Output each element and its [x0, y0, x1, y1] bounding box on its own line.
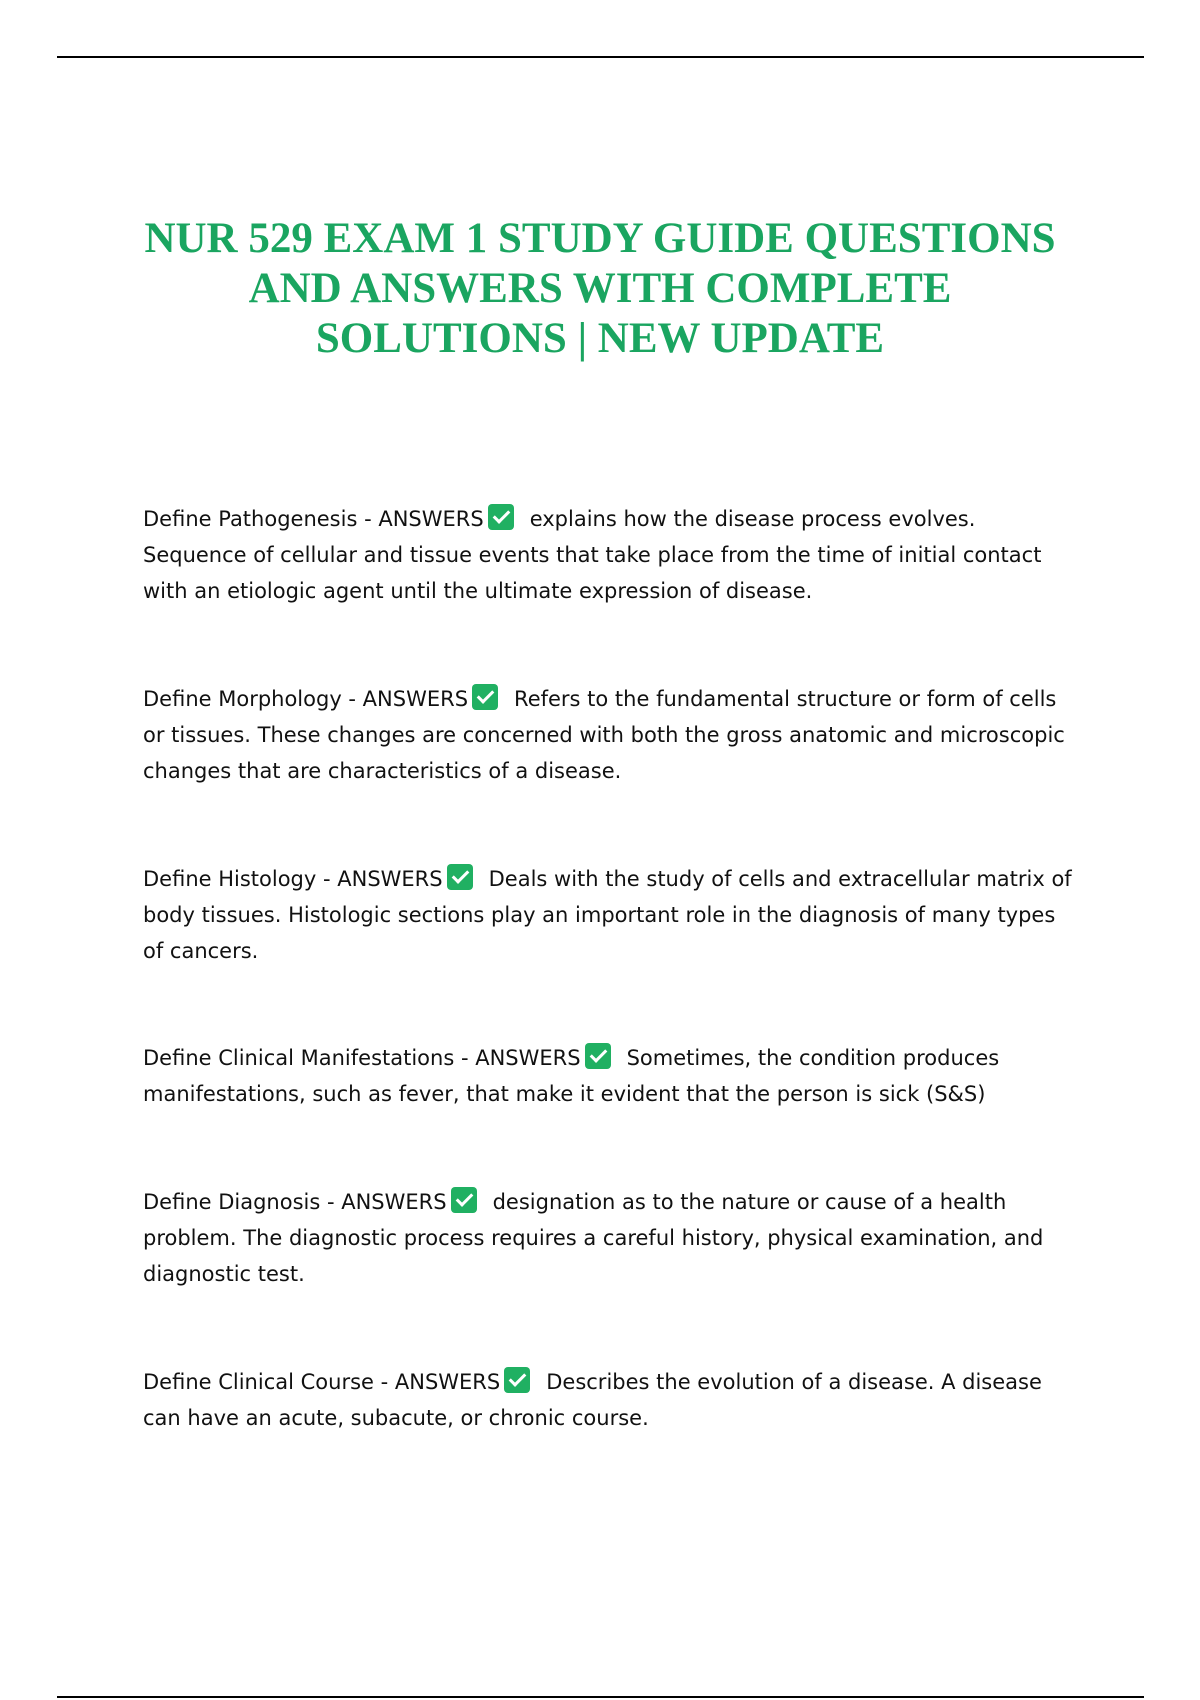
qa-item-morphology — [143, 681, 1078, 789]
question-text: Define Diagnosis - ANSWERS — [143, 1190, 447, 1214]
answer-text: Refers to the fundamental structure or form of cells or tissues. These changes are concerned with both the gross anatomic and microscopic changes that are characteristics of a disease. — [143, 687, 1065, 783]
check-icon — [504, 1367, 530, 1393]
qa-item-clinical-course — [143, 1364, 1078, 1436]
document-title — [100, 214, 1100, 364]
qa-item-pathogenesis — [143, 501, 1078, 609]
check-icon — [451, 1187, 477, 1213]
title-line-1: NUR 529 EXAM 1 STUDY GUIDE QUESTIONS — [144, 215, 1056, 262]
question-text: Define Clinical Course - ANSWERS — [143, 1370, 501, 1394]
title-line-2: AND ANSWERS WITH COMPLETE — [248, 265, 952, 312]
qa-item-diagnosis — [143, 1184, 1078, 1292]
question-text: Define Histology - ANSWERS — [143, 867, 443, 891]
bottom-rule — [57, 1696, 1144, 1698]
question-text: Define Pathogenesis - ANSWERS — [143, 507, 484, 531]
top-rule — [57, 56, 1144, 58]
answer-text: Describes the evolution of a disease. A disease can have an acute, subacute, or chronic course. — [143, 1370, 1042, 1430]
qa-item-clinical-manifestations — [143, 1040, 1078, 1112]
title-line-3: SOLUTIONS | NEW UPDATE — [315, 315, 885, 362]
answer-text: explains how the disease process evolves. Sequence of cellular and tissue events that take place from the time of initial contact with an etiologic agent until the ultimate expression of disease. — [143, 507, 1042, 603]
question-text: Define Clinical Manifestations - ANSWERS — [143, 1046, 581, 1070]
answer-text: Deals with the study of cells and extracellular matrix of body tissues. Histologic sections play an important role in the diagnosis of many types of cancers. — [143, 867, 1072, 963]
answer-text: designation as to the nature or cause of a health problem. The diagnostic process requires a careful history, physical examination, and diagnostic test. — [143, 1190, 1044, 1286]
check-icon — [447, 864, 473, 890]
check-icon — [585, 1043, 611, 1069]
qa-item-histology — [143, 861, 1078, 969]
answer-text: Sometimes, the condition produces manifestations, such as fever, that make it evident that the person is sick (S&S) — [143, 1046, 1000, 1106]
check-icon — [488, 504, 514, 530]
question-text: Define Morphology - ANSWERS — [143, 687, 469, 711]
check-icon — [472, 684, 498, 710]
